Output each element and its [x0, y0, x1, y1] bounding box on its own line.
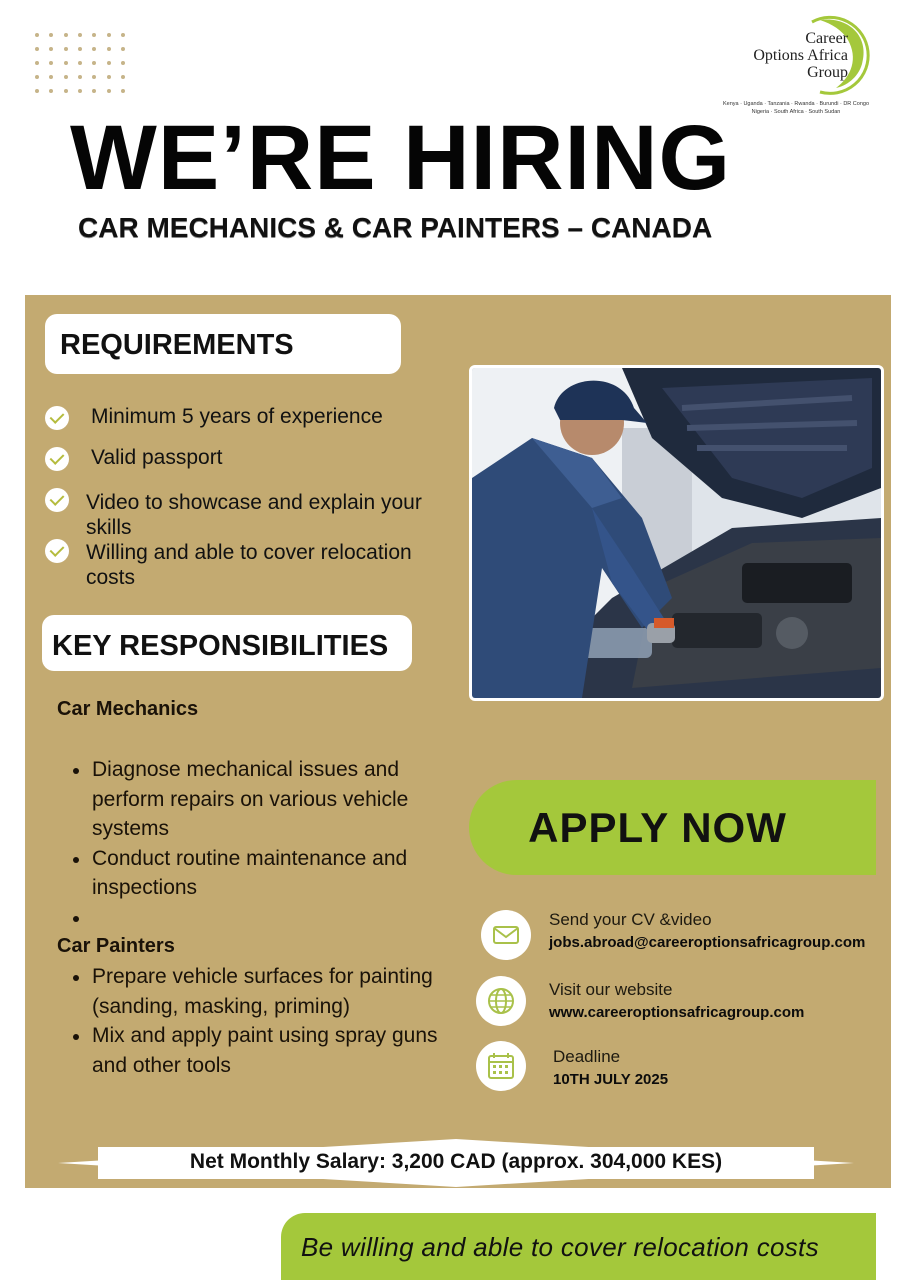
requirement-text: Video to showcase and explain your skills [86, 491, 422, 539]
email-contact-icon-wrap [481, 910, 531, 960]
relocation-banner: Be willing and able to cover relocation costs [281, 1213, 876, 1280]
mechanic-illustration [472, 368, 881, 698]
deadline-icon-wrap [476, 1041, 526, 1091]
painters-list [92, 962, 452, 1080]
mechanics-item [92, 903, 452, 933]
decorative-dot-grid [30, 28, 130, 98]
logo-countries-line-2: Nigeria · South Africa · South Sudan [751, 109, 841, 115]
check-icon [45, 488, 69, 512]
deadline-date: 10TH JULY 2025 [553, 1071, 669, 1088]
mechanics-item: Diagnose mechanical issues and perform repairs on various vehicle systems [92, 755, 452, 844]
check-icon [45, 406, 69, 430]
website-contact-icon-wrap [476, 976, 526, 1026]
check-icon [45, 447, 69, 471]
responsibilities-heading: KEY RESPONSIBILITIES [42, 615, 412, 671]
mechanic-photo [469, 365, 884, 701]
mechanics-heading: Car Mechanics [57, 698, 199, 720]
calendar-icon [476, 1041, 526, 1091]
envelope-icon [481, 910, 531, 960]
salary-banner [58, 1137, 854, 1189]
email-label: Send your CV &video [549, 910, 712, 929]
painters-item: Mix and apply paint using spray guns and other tools [92, 1021, 452, 1080]
mechanics-item: Conduct routine maintenance and inspections [92, 844, 452, 903]
requirement-text: Willing and able to cover relocation costs [86, 541, 412, 589]
painters-heading: Car Painters [57, 935, 175, 957]
website-label: Visit our website [549, 980, 673, 999]
requirement-text: Valid passport [91, 446, 223, 469]
globe-icon [476, 976, 526, 1026]
logo-line-1: Career [805, 30, 848, 47]
headline: WE’RE HIRING [70, 107, 732, 209]
mechanics-list [92, 755, 452, 932]
website-url[interactable]: www.careeroptionsafricagroup.com [549, 1004, 805, 1021]
painters-item: Prepare vehicle surfaces for painting (sanding, masking, priming) [92, 962, 452, 1021]
requirement-text: Minimum 5 years of experience [91, 405, 383, 428]
subheadline: CAR MECHANICS & CAR PAINTERS – CANADA [78, 212, 713, 243]
email-address[interactable]: jobs.abroad@careeroptionsafricagroup.com [549, 934, 866, 951]
check-icon [45, 539, 69, 563]
salary-text: Net Monthly Salary: 3,200 CAD (approx. 304,000 KES) [189, 1150, 723, 1173]
deadline-label: Deadline [553, 1047, 621, 1066]
logo-line-3: Group [807, 64, 848, 81]
requirements-heading: REQUIREMENTS [45, 314, 401, 374]
apply-now-button[interactable]: APPLY NOW [469, 780, 876, 875]
logo-line-2: Options Africa [753, 47, 848, 64]
company-logo [712, 14, 882, 124]
logo-countries-line-1: Kenya · Uganda · Tanzania · Rwanda · Burundi · DR Congo [722, 101, 870, 107]
